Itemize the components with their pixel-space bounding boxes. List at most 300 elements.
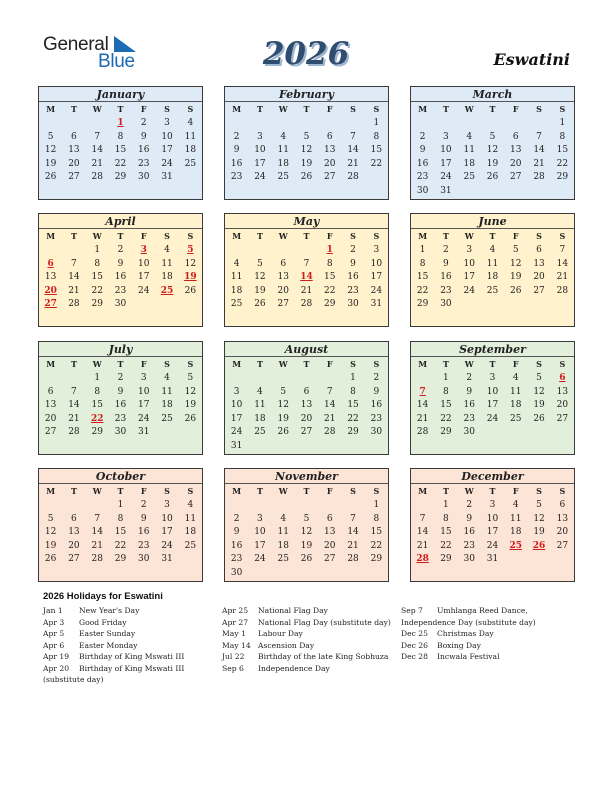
day-cell: 4	[489, 245, 496, 255]
weekday-label: S	[350, 231, 356, 241]
day-cell: 24	[161, 158, 173, 169]
holiday-item	[43, 640, 138, 652]
day-cell: 9	[117, 258, 124, 269]
day-cell: 20	[277, 285, 289, 296]
day-cell: 13	[556, 386, 569, 397]
day-cell: 17	[463, 272, 475, 282]
week-row	[411, 513, 574, 526]
day-cell: 6	[71, 513, 77, 524]
day-cell: 25	[277, 554, 289, 564]
empty-cell	[551, 185, 574, 198]
day-cell: 1	[350, 373, 356, 383]
weekday-label: M	[418, 486, 428, 496]
day-cell: 31	[230, 440, 243, 451]
day-cell: 2	[443, 245, 449, 255]
day-cell: 9	[373, 386, 380, 397]
holiday-item-name: Good Friday	[79, 617, 127, 627]
day-cell: 11	[254, 400, 266, 410]
empty-cell	[341, 499, 364, 512]
day-cell: 12	[486, 145, 499, 155]
holiday-date: 28	[416, 554, 429, 564]
holiday-column	[43, 605, 185, 686]
day-cell: 31	[486, 554, 499, 564]
day-cell: 21	[91, 158, 103, 169]
holiday-item-date: Dec 28	[401, 652, 428, 661]
day-cell: 27	[300, 427, 313, 437]
holiday-item-name: New Year's Day	[79, 606, 140, 615]
holiday-date: 7	[419, 386, 426, 397]
empty-cell	[272, 567, 295, 580]
day-cell: 20	[556, 400, 569, 410]
day-cell: 5	[536, 500, 542, 510]
day-cell: 20	[68, 540, 80, 551]
day-cell: 2	[117, 373, 124, 383]
holiday-item	[401, 628, 536, 640]
week-row	[411, 258, 574, 271]
day-cell: 30	[370, 427, 383, 437]
day-cell: 12	[184, 386, 197, 397]
week-row	[411, 185, 574, 198]
day-cell: 24	[440, 172, 452, 182]
empty-cell	[295, 567, 318, 580]
day-cell: 16	[114, 400, 127, 410]
day-cell: 10	[486, 386, 499, 397]
week-row	[39, 426, 202, 439]
weekday-label: W	[92, 359, 102, 369]
day-cell: 26	[510, 285, 522, 296]
day-cell: 21	[324, 413, 336, 424]
day-cell: 4	[466, 131, 473, 142]
day-cell: 1	[443, 500, 449, 510]
weekday-label: S	[559, 359, 566, 369]
day-cell: 31	[370, 299, 383, 309]
day-cell: 10	[254, 527, 266, 537]
empty-cell	[481, 426, 504, 439]
day-cell: 21	[347, 540, 359, 551]
day-cell: 13	[510, 145, 522, 155]
weekday-label: F	[512, 104, 519, 114]
week-row	[225, 499, 388, 512]
day-cell: 4	[280, 513, 287, 524]
empty-cell	[341, 567, 364, 580]
weekday-label: S	[350, 359, 356, 369]
day-cell: 7	[559, 245, 566, 255]
day-cell: 29	[91, 299, 103, 309]
month-title: May	[225, 214, 388, 229]
empty-cell	[62, 117, 85, 130]
day-cell: 18	[277, 540, 289, 551]
day-cell: 22	[114, 540, 127, 551]
week-row	[39, 386, 202, 399]
holiday-date: 20	[44, 285, 57, 296]
weekday-header	[411, 358, 574, 371]
weekday-label: S	[536, 486, 542, 496]
empty-cell	[62, 499, 85, 512]
day-cell: 23	[347, 285, 359, 296]
day-cell: 9	[466, 386, 473, 397]
week-row	[39, 553, 202, 566]
day-cell: 5	[257, 258, 263, 269]
day-cell: 20	[533, 272, 545, 282]
weekday-header	[411, 485, 574, 498]
empty-cell	[225, 372, 248, 385]
empty-cell	[179, 171, 202, 184]
weekday-label: F	[512, 359, 519, 369]
month-june	[410, 213, 575, 327]
week-row	[411, 499, 574, 512]
week-row	[411, 386, 574, 399]
weekday-label: T	[70, 486, 77, 496]
weekday-label: S	[373, 104, 380, 114]
week-row	[225, 144, 388, 157]
day-cell: 17	[440, 158, 452, 169]
weekday-label: S	[373, 486, 380, 496]
empty-cell	[272, 372, 295, 385]
day-cell: 10	[440, 145, 452, 155]
week-row	[225, 513, 388, 526]
day-cell: 17	[230, 413, 243, 424]
empty-cell	[551, 553, 574, 566]
day-cell: 12	[277, 400, 289, 410]
empty-cell	[295, 372, 318, 385]
weekday-label: T	[489, 486, 496, 496]
day-cell: 7	[94, 513, 101, 524]
week-row	[411, 298, 574, 311]
day-cell: 7	[419, 513, 426, 524]
country-name: Eswatini	[493, 50, 570, 69]
day-cell: 15	[91, 272, 103, 282]
holiday-item-date: Sep 7	[401, 606, 423, 615]
day-cell: 26	[254, 299, 266, 309]
day-cell: 10	[138, 386, 150, 397]
weekday-label: S	[187, 359, 194, 369]
day-cell: 24	[138, 285, 150, 296]
weekday-label: T	[303, 359, 310, 369]
day-cell: 16	[416, 158, 429, 169]
holiday-item-name: Birthday of King Mswati III	[79, 663, 185, 673]
day-cell: 10	[463, 258, 475, 269]
weekday-label: T	[70, 231, 77, 241]
day-cell: 19	[533, 527, 545, 537]
day-cell: 11	[230, 272, 243, 282]
week-row	[39, 244, 202, 257]
day-cell: 28	[556, 285, 569, 296]
weekday-label: S	[164, 231, 170, 241]
day-cell: 11	[277, 145, 289, 155]
day-cell: 30	[138, 172, 150, 182]
day-cell: 27	[44, 427, 57, 437]
day-cell: 27	[533, 285, 545, 296]
day-cell: 9	[117, 386, 124, 397]
weekday-label: M	[232, 359, 242, 369]
day-cell: 12	[533, 386, 545, 397]
day-cell: 2	[233, 131, 240, 142]
weekday-label: M	[418, 104, 428, 114]
day-cell: 21	[68, 285, 80, 296]
day-cell: 8	[94, 258, 101, 269]
weekday-label: M	[232, 104, 242, 114]
weekday-label: M	[232, 486, 242, 496]
day-cell: 26	[44, 172, 57, 182]
day-cell: 23	[230, 172, 243, 182]
day-cell: 3	[233, 386, 240, 397]
empty-cell	[39, 117, 62, 130]
holiday-item-name: Incwala Festival	[437, 652, 500, 661]
holiday-item-name: Birthday of King Mswati III	[79, 652, 185, 661]
empty-cell	[318, 567, 341, 580]
empty-cell	[504, 553, 527, 566]
holiday-item-name: Ascension Day	[258, 640, 315, 650]
day-cell: 18	[184, 145, 197, 155]
day-cell: 10	[254, 145, 266, 155]
week-row	[39, 144, 202, 157]
day-cell: 12	[254, 272, 266, 282]
day-cell: 8	[373, 513, 380, 524]
day-cell: 22	[347, 413, 359, 424]
day-cell: 28	[68, 427, 80, 437]
holiday-item-date: Jul 22	[222, 652, 245, 661]
week-row	[411, 244, 574, 257]
week-row	[411, 117, 574, 130]
day-cell: 4	[257, 386, 263, 397]
holiday-column	[401, 605, 536, 663]
week-row	[39, 131, 202, 144]
day-cell: 18	[161, 272, 173, 282]
day-cell: 13	[324, 145, 336, 155]
empty-cell	[272, 440, 295, 453]
day-cell: 26	[184, 285, 197, 296]
day-cell: 22	[440, 540, 452, 551]
day-cell: 29	[440, 554, 452, 564]
day-cell: 11	[510, 513, 522, 524]
holiday-item-name: Independence Day	[258, 663, 330, 673]
day-cell: 1	[94, 245, 101, 255]
day-cell: 4	[512, 373, 519, 383]
day-cell: 1	[443, 373, 449, 383]
weekday-label: T	[256, 104, 263, 114]
empty-cell	[527, 426, 550, 439]
week-row	[411, 553, 574, 566]
empty-cell	[248, 440, 271, 453]
empty-cell	[434, 117, 457, 130]
empty-cell	[248, 244, 271, 257]
day-cell: 29	[114, 172, 127, 182]
empty-cell	[86, 117, 109, 130]
empty-cell	[225, 499, 248, 512]
week-row	[39, 372, 202, 385]
day-cell: 24	[161, 540, 173, 551]
week-row	[225, 244, 388, 257]
weekday-label: T	[70, 104, 77, 114]
holiday-date: 5	[187, 245, 194, 255]
flag-icon	[114, 36, 136, 52]
day-cell: 17	[370, 272, 383, 282]
week-row	[411, 285, 574, 298]
weekday-label: T	[256, 359, 263, 369]
day-cell: 3	[257, 513, 263, 524]
empty-cell	[527, 298, 550, 311]
week-row	[225, 440, 388, 453]
day-cell: 14	[416, 400, 429, 410]
weekday-label: F	[140, 486, 147, 496]
weekday-label: M	[46, 104, 56, 114]
day-cell: 6	[326, 131, 333, 142]
week-row	[39, 499, 202, 512]
day-cell: 26	[533, 413, 545, 424]
weekday-label: W	[464, 359, 474, 369]
day-cell: 2	[140, 118, 147, 128]
holiday-item-date: Apr 20	[43, 663, 70, 673]
holiday-item-date: Apr 3	[43, 617, 65, 627]
empty-cell	[295, 244, 318, 257]
empty-cell	[481, 117, 504, 130]
day-cell: 13	[68, 145, 80, 155]
day-cell: 3	[257, 131, 263, 142]
day-cell: 15	[347, 400, 359, 410]
day-cell: 8	[94, 386, 101, 397]
day-cell: 21	[416, 540, 429, 551]
day-cell: 22	[91, 285, 103, 296]
day-cell: 17	[161, 527, 173, 537]
week-row	[39, 258, 202, 271]
day-cell: 10	[370, 258, 383, 269]
weekday-label: S	[164, 486, 170, 496]
weekday-label: F	[140, 231, 147, 241]
empty-cell	[39, 244, 62, 257]
day-cell: 3	[466, 245, 473, 255]
day-cell: 16	[463, 400, 475, 410]
day-cell: 14	[347, 527, 359, 537]
day-cell: 7	[94, 131, 101, 142]
day-cell: 29	[370, 554, 383, 564]
week-row	[39, 158, 202, 171]
day-cell: 23	[230, 554, 243, 564]
week-row	[225, 386, 388, 399]
day-cell: 16	[463, 527, 475, 537]
holiday-item-date: Jan 1	[43, 606, 63, 615]
weekday-label: T	[442, 359, 449, 369]
day-cell: 11	[184, 513, 197, 524]
month-february	[224, 86, 389, 200]
empty-cell	[86, 499, 109, 512]
day-cell: 28	[300, 299, 313, 309]
day-cell: 24	[230, 427, 243, 437]
holiday-item-date: Dec 26	[401, 640, 428, 650]
week-row	[225, 426, 388, 439]
weekday-label: W	[278, 104, 288, 114]
holiday-item-date: Apr 5	[43, 629, 65, 638]
day-cell: 26	[184, 413, 197, 424]
day-cell: 30	[440, 299, 452, 309]
day-cell: 12	[44, 527, 57, 537]
day-cell: 31	[138, 427, 150, 437]
empty-cell	[504, 117, 527, 130]
weekday-label: S	[373, 359, 380, 369]
day-cell: 25	[463, 172, 475, 182]
day-cell: 21	[91, 540, 103, 551]
month-title: November	[225, 469, 388, 484]
day-cell: 17	[138, 400, 150, 410]
empty-cell	[272, 499, 295, 512]
day-cell: 27	[510, 172, 522, 182]
day-cell: 24	[486, 413, 499, 424]
day-cell: 6	[303, 386, 310, 397]
day-cell: 19	[254, 285, 266, 296]
week-row	[225, 567, 388, 580]
weekday-label: S	[559, 104, 566, 114]
day-cell: 25	[161, 413, 173, 424]
holiday-item	[43, 663, 185, 675]
empty-cell	[179, 298, 202, 311]
day-cell: 1	[419, 245, 426, 255]
day-cell: 30	[347, 299, 359, 309]
day-cell: 16	[138, 527, 150, 537]
day-cell: 14	[533, 145, 545, 155]
day-cell: 14	[91, 527, 103, 537]
day-cell: 11	[486, 258, 499, 269]
empty-cell	[551, 298, 574, 311]
day-cell: 30	[114, 299, 127, 309]
day-cell: 9	[233, 145, 240, 155]
day-cell: 1	[117, 500, 124, 510]
day-cell: 26	[300, 172, 313, 182]
calendar-year: 2026	[262, 36, 350, 72]
day-cell: 14	[416, 527, 429, 537]
day-cell: 8	[350, 386, 356, 397]
day-cell: 19	[44, 540, 57, 551]
day-cell: 15	[114, 527, 127, 537]
weekday-label: M	[232, 231, 242, 241]
empty-cell	[295, 499, 318, 512]
day-cell: 15	[324, 272, 336, 282]
holiday-item-name: National Flag Day (substitute day)	[258, 617, 391, 627]
day-cell: 9	[350, 258, 356, 269]
day-cell: 2	[373, 373, 380, 383]
day-cell: 14	[91, 145, 103, 155]
day-cell: 4	[280, 131, 287, 142]
day-cell: 14	[556, 258, 569, 269]
week-row	[225, 298, 388, 311]
day-cell: 18	[510, 400, 522, 410]
holiday-item-name: Easter Sunday	[79, 629, 136, 638]
day-cell: 27	[556, 540, 569, 551]
day-cell: 9	[443, 258, 449, 269]
weekday-label: S	[536, 104, 542, 114]
day-cell: 2	[233, 513, 240, 524]
day-cell: 22	[416, 285, 429, 296]
empty-cell	[248, 567, 271, 580]
day-cell: 21	[416, 413, 429, 424]
day-cell: 24	[254, 172, 266, 182]
day-cell: 5	[47, 513, 54, 524]
day-cell: 19	[300, 540, 313, 551]
day-cell: 22	[556, 158, 569, 169]
day-cell: 15	[416, 272, 429, 282]
weekday-label: S	[373, 231, 380, 241]
logo-word-blue: Blue	[98, 51, 135, 72]
week-row	[225, 413, 388, 426]
holiday-item-name: Umhlanga Reed Dance,	[437, 606, 528, 615]
day-cell: 19	[277, 413, 289, 424]
week-row	[411, 158, 574, 171]
day-cell: 30	[230, 567, 243, 578]
weekday-header	[411, 230, 574, 243]
day-cell: 28	[324, 427, 336, 437]
weekday-label: T	[303, 104, 310, 114]
day-cell: 23	[370, 413, 383, 424]
holiday-item-name: Birthday of the late King Sobhuza	[258, 652, 389, 661]
holiday-item	[43, 628, 136, 640]
